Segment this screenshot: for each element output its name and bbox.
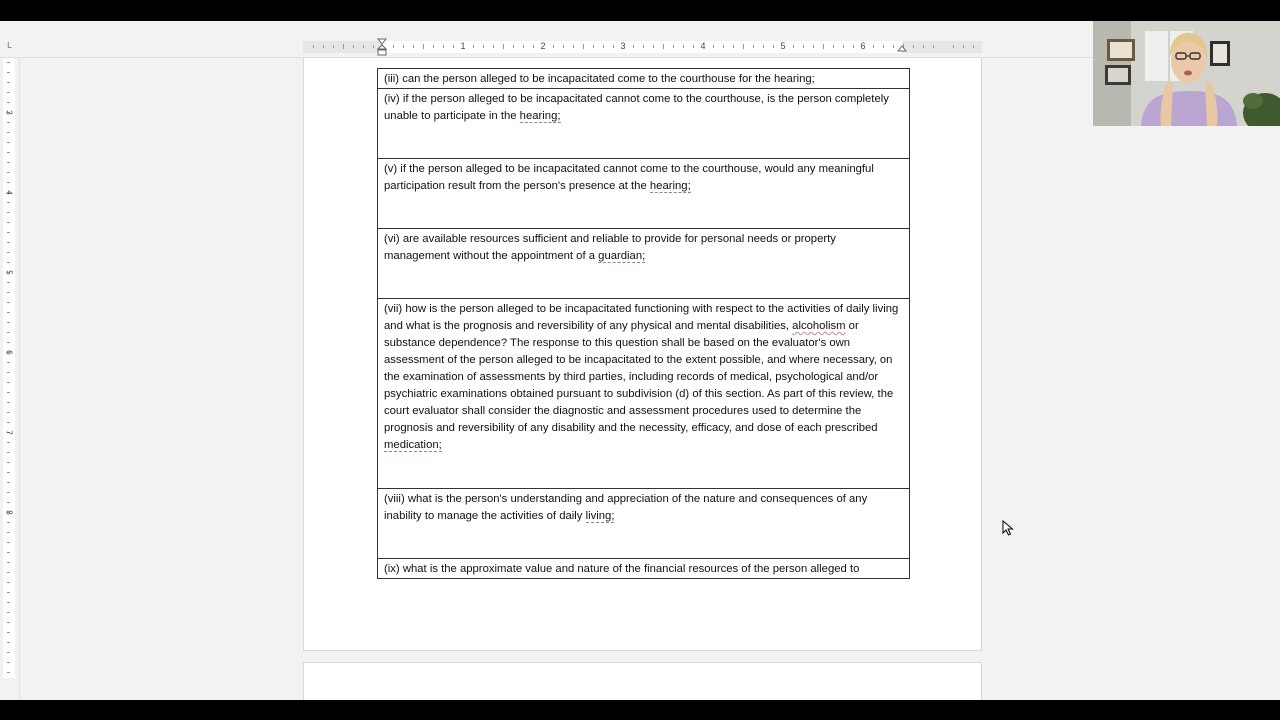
ruler-tick (7, 632, 10, 633)
vertical-ruler-divider (19, 58, 20, 700)
ruler-tick (7, 332, 10, 333)
horizontal-ruler[interactable] (0, 21, 1280, 58)
ruler-tick (7, 472, 10, 473)
ruler-tick (613, 45, 614, 48)
ruler-tick (7, 92, 10, 93)
vertical-ruler[interactable] (3, 58, 15, 678)
ruler-tick (653, 45, 654, 48)
mouse-pointer-icon (1002, 520, 1014, 536)
ruler-tick (363, 45, 364, 48)
ruler-tick (7, 662, 10, 663)
questions-table[interactable] (377, 68, 910, 579)
ruler-tick (7, 292, 10, 293)
ruler-tick (573, 45, 574, 48)
question-text: (ix) what is the approximate value and nature of the financial resources of the person alleged to (384, 563, 860, 575)
ruler-tick (7, 562, 10, 563)
ruler-tick (673, 45, 674, 48)
table-row (378, 89, 910, 159)
ruler-tick (403, 45, 404, 48)
ruler-tick (483, 45, 484, 48)
ruler-tick (7, 642, 10, 643)
ruler-tick (7, 362, 10, 363)
ruler-number: 1 (460, 41, 466, 51)
ruler-tick (7, 82, 10, 83)
ruler-tick (963, 45, 964, 48)
ruler-tick (913, 45, 914, 48)
ruler-tick (713, 45, 714, 48)
ruler-tick (7, 612, 10, 613)
ruler-tick (933, 45, 934, 48)
ruler-tick (493, 45, 494, 48)
ruler-tick (843, 45, 844, 48)
ruler-tick (7, 282, 10, 283)
question-cell-iv[interactable] (378, 89, 910, 159)
ruler-number: 5 (4, 270, 14, 275)
table-row (378, 229, 910, 299)
ruler-number: 4 (4, 190, 14, 195)
ruler-tick (7, 592, 10, 593)
ruler-tick (7, 522, 10, 523)
ruler-tick (473, 45, 474, 48)
ruler-number: 8 (4, 510, 14, 515)
ruler-tick (773, 45, 774, 48)
ruler-number: 7 (4, 430, 14, 435)
ruler-number: 6 (860, 41, 866, 51)
ruler-tick (953, 45, 954, 48)
ruler-tick (7, 382, 10, 383)
ruler-tick (7, 622, 10, 623)
ruler-tick (323, 45, 324, 48)
ruler-tick (7, 582, 10, 583)
ruler-tick (753, 45, 754, 48)
ruler-tick (7, 162, 10, 163)
ruler-tick (7, 132, 10, 133)
ruler-tick (7, 402, 10, 403)
table-row (378, 559, 910, 579)
ruler-tick (7, 502, 10, 503)
underlined-term: hearing; (649, 180, 691, 192)
ruler-tick (7, 542, 10, 543)
ruler-tick (7, 142, 10, 143)
question-text: or substance dependence? The response to this question shall be based on the evaluator's own assessment of the person alleged to be incapacitated to the extent possible, and where necessary, on the examination of assessments by third parties, including records of medical, psychological and/or psychiatric examinations obtained pursuant to subdivision (d) of this section. As part of this review, the court evaluator shall consider the diagnostic and assessment procedures used to determine the prognosis and reversibility of any disability and the necessity, efficacy, and dose of each prescribed (384, 320, 894, 434)
ruler-tick (523, 45, 524, 48)
underlined-term: medication; (384, 439, 442, 451)
question-cell-iii[interactable] (378, 69, 910, 89)
left-indent-marker-icon[interactable] (377, 38, 387, 56)
presenter-webcam-overlay (1093, 21, 1280, 126)
ruler-tick (643, 45, 644, 48)
ruler-tick (923, 45, 924, 48)
ruler-tick (413, 45, 414, 48)
ruler-tick (7, 172, 10, 173)
ruler-tick (7, 462, 10, 463)
ruler-tick (7, 442, 10, 443)
ruler-tick (723, 45, 724, 48)
ruler-tick (823, 44, 824, 49)
ruler-tick (393, 45, 394, 48)
ruler-number: 4 (700, 41, 706, 51)
ruler-tick (853, 45, 854, 48)
ruler-number: 5 (780, 41, 786, 51)
question-text: (iv) if the person alleged to be incapacitated cannot come to the courthouse, is the person completely unable to participate in the (384, 93, 889, 122)
ruler-tick (7, 452, 10, 453)
word-processor-window (0, 21, 1280, 700)
question-cell-ix[interactable] (378, 559, 910, 579)
ruler-number: 6 (4, 350, 14, 355)
ruler-strip[interactable] (303, 41, 982, 53)
question-text: (vi) are available resources sufficient and reliable to provide for personal needs or property management without the appointment of a (384, 233, 836, 262)
spelling-flagged-word: alcoholism (792, 320, 846, 332)
ruler-tick (7, 212, 10, 213)
ruler-tick (313, 45, 314, 48)
ruler-tick (603, 45, 604, 48)
ruler-tick (7, 262, 10, 263)
ruler-tick (503, 44, 504, 49)
ruler-tick (373, 45, 374, 48)
ruler-tick (7, 652, 10, 653)
ruler-tick (333, 45, 334, 48)
ruler-tick (7, 72, 10, 73)
ruler-tick (833, 45, 834, 48)
ruler-tick (7, 392, 10, 393)
ruler-tick (553, 45, 554, 48)
ruler-tick (443, 45, 444, 48)
ruler-tick (7, 102, 10, 103)
ruler-tick (7, 602, 10, 603)
ruler-tick (793, 45, 794, 48)
question-cell-v[interactable] (378, 159, 910, 229)
ruler-tick (7, 552, 10, 553)
ruler-tick (7, 672, 10, 673)
ruler-tick (7, 152, 10, 153)
question-cell-viii[interactable] (378, 489, 910, 559)
question-cell-vi[interactable] (378, 229, 910, 299)
underlined-term: hearing; (519, 110, 561, 122)
question-text: (vii) how is the person alleged to be incapacitated functioning with respect to the activities of daily living and what is the prognosis and reversibility of any physical and mental disabilities, (384, 303, 899, 332)
tab-stop-selector-icon[interactable]: └ (5, 42, 12, 52)
next-document-page[interactable] (303, 662, 982, 700)
ruler-tick (433, 45, 434, 48)
underlined-term: guardian; (598, 250, 646, 262)
ruler-tick (7, 232, 10, 233)
ruler-tick (7, 122, 10, 123)
ruler-tick (7, 322, 10, 323)
table-row (378, 489, 910, 559)
ruler-tick (743, 44, 744, 49)
right-margin-area (902, 41, 982, 53)
ruler-tick (583, 44, 584, 49)
document-page[interactable] (303, 57, 982, 651)
ruler-tick (7, 202, 10, 203)
question-cell-vii[interactable] (378, 299, 910, 489)
ruler-tick (7, 252, 10, 253)
ruler-tick (533, 45, 534, 48)
ruler-tick (7, 482, 10, 483)
ruler-tick (453, 45, 454, 48)
question-text: (viii) what is the person's understanding and appreciation of the nature and consequences of any inability to manage the activities of daily (384, 493, 868, 522)
ruler-tick (7, 572, 10, 573)
question-text: (iii) can the person alleged to be incapacitated come to the courthouse for the hearing; (384, 73, 815, 85)
ruler-tick (893, 45, 894, 48)
ruler-tick (563, 45, 564, 48)
ruler-tick (7, 342, 10, 343)
ruler-tick (7, 312, 10, 313)
ruler-tick (663, 44, 664, 49)
table-row (378, 299, 910, 489)
ruler-tick (7, 222, 10, 223)
ruler-tick (873, 45, 874, 48)
right-indent-marker-icon[interactable] (897, 38, 907, 56)
ruler-tick (763, 45, 764, 48)
ruler-tick (7, 242, 10, 243)
ruler-number: 3 (620, 41, 626, 51)
ruler-tick (7, 412, 10, 413)
table-row (378, 159, 910, 229)
question-text: (v) if the person alleged to be incapacitated cannot come to the courthouse, would any meaningful participation result from the person's presence at the (384, 163, 874, 192)
table-row (378, 69, 910, 89)
ruler-tick (513, 45, 514, 48)
underlined-term: living; (585, 510, 615, 522)
ruler-tick (973, 45, 974, 48)
ruler-tick (423, 44, 424, 49)
ruler-tick (813, 45, 814, 48)
ruler-tick (803, 45, 804, 48)
ruler-tick (883, 45, 884, 48)
ruler-tick (7, 422, 10, 423)
ruler-tick (593, 45, 594, 48)
ruler-tick (683, 45, 684, 48)
ruler-number: 3 (4, 110, 14, 115)
ruler-tick (7, 372, 10, 373)
ruler-tick (7, 302, 10, 303)
ruler-tick (693, 45, 694, 48)
ruler-number: 2 (540, 41, 546, 51)
ruler-tick (343, 44, 344, 49)
ruler-tick (7, 62, 10, 63)
presenter-video-image (1093, 21, 1280, 126)
ruler-tick (353, 45, 354, 48)
ruler-tick (7, 532, 10, 533)
ruler-tick (7, 182, 10, 183)
ruler-tick (7, 492, 10, 493)
ruler-tick (733, 45, 734, 48)
ruler-tick (633, 45, 634, 48)
